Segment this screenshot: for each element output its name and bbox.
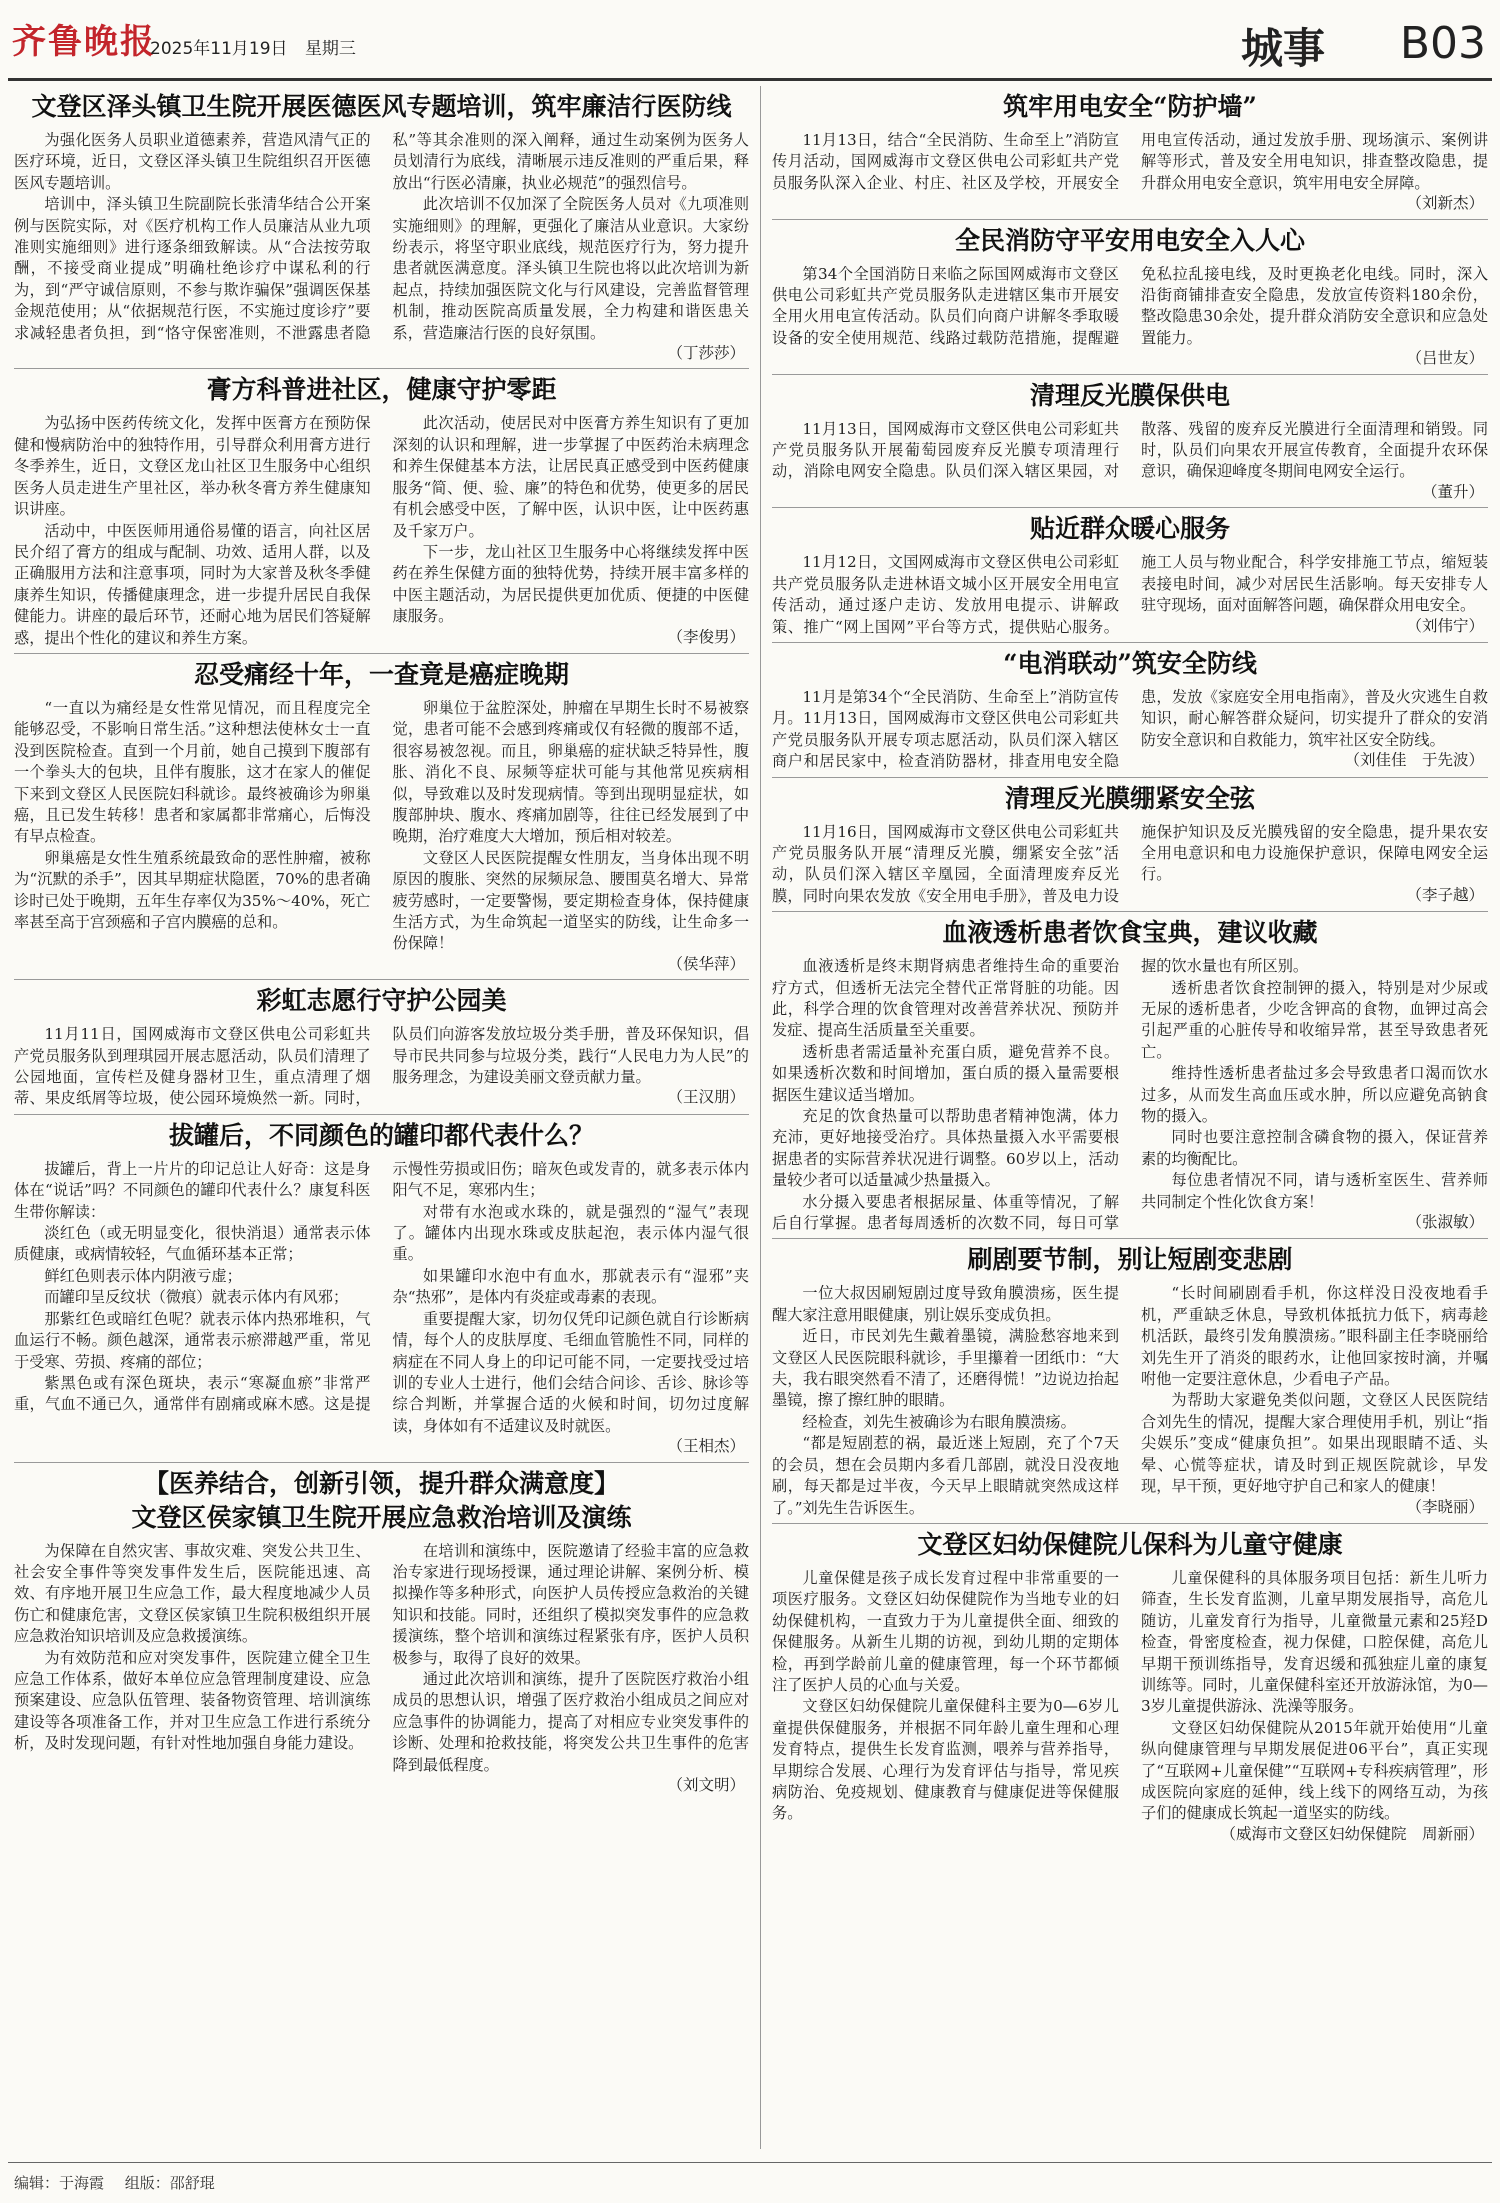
article-paragraph: 每位患者情况不同，请与透析室医生、营养师共同制定个性化饮食方案！ [1141, 1171, 1488, 1211]
masthead-rule [8, 78, 1492, 81]
article-paragraph: 为强化医务人员职业道德素养，营造风清气正的医疗环境，近日，文登区泽头镇卫生院组织召开医德医风专题培训。 [14, 131, 371, 192]
article-byline: （丁莎莎） [667, 344, 745, 363]
article [772, 778, 1488, 913]
right-column [772, 86, 1488, 2149]
article-paragraph: 拔罐后，背上一片片的印记总让人好奇：这是身体在“说话”吗？不同颜色的罐印代表什么？康复科医生带你解读： [14, 1159, 371, 1221]
article-body [14, 698, 749, 975]
article-body [14, 413, 749, 648]
article-paragraph: 为有效防范和应对突发事件，医院建立健全卫生应急工作体系，做好本单位应急管理制度建设、应急预案建设、应急队伍管理、装备物资管理、培训演练建设等各项准备工作，并对卫生应急工作进行系统分析，及时发现问题，有针对性地加强自身能力建设。 [14, 1648, 371, 1753]
article-body [772, 1568, 1488, 1845]
article-byline: （刘文明） [667, 1776, 745, 1794]
article-paragraph: 文登区人民医院提醒女性朋友，当身体出现不明原因的腹胀、突然的尿频尿急、腰围莫名增大、异常疲劳感时，一定要警惕，要定期检查身体，保持健康生活方式，为生命筑起一道坚实的防线，让生命多一份保障！ [392, 848, 749, 953]
article [772, 375, 1488, 509]
article [772, 508, 1488, 643]
article-paragraph: 淡红色（或无明显变化，很快消退）通常表示体质健康，或病情较轻，气血循环基本正常； [14, 1224, 371, 1264]
article-headline: 刷剧要节制，别让短剧变悲剧 [967, 1245, 1293, 1275]
article-paragraph: 紫黑色或有深色斑块，表示“寒凝血瘀”非常严重，气血不通已久，通常伴有剧痛或麻木感。这是提示慢性劳损或旧伤；暗灰色或发青的，就多表示体内阳气不足，寒邪内生； [14, 1159, 749, 1414]
article-paragraph: 培训中，泽头镇卫生院副院长张清华结合公开案例与医院实际，对《医疗机构工作人员廉洁从业九项准则实施细则》进行逐条细致解读。从“合法按劳取酬，不接受商业提成”明确杜绝诊疗中谋私利的行为，到“严守诚信原则，不参与欺诈骗保”强调医保基金规范使用；从“依据规范行医，不实施过度诊疗”要求减轻患者负担，到“恪守保密准则，不泄露患者隐私”等其余准则的深入阐释，通过生动案例为医务人员划清行为底线，清晰展示违反准则的严重后果，释放出“行医必清廉，执业必规范”的强烈信号。 [14, 131, 749, 342]
article-byline: （刘伟宁） [1406, 616, 1484, 635]
article-paragraph: 文登区妇幼保健院儿童保健科主要为0—6岁儿童提供保健服务，并根据不同年龄儿童生理和心理发育特点，提供生长发育监测，喂养与营养指导，早期综合发展、心理行为发育评估与指导，常见疾病防治、免疫规划、健康教育与健康促进等保健服务。 [772, 1697, 1119, 1823]
article [14, 654, 749, 980]
article [14, 369, 749, 653]
article-headline: 血液透析患者饮食宝典，建议收藏 [942, 918, 1318, 948]
weekday-text: 星期三 [304, 39, 356, 59]
article [772, 912, 1488, 1239]
article-headline: 文登区妇幼保健院儿保科为儿童守健康 [917, 1529, 1343, 1559]
article-byline: （李子越） [1406, 885, 1484, 904]
article-headline: 全民消防守平安用电安全入人心 [954, 225, 1305, 255]
article-paragraph: 经检查，刘先生被确诊为右眼角膜溃疡。 [802, 1412, 1076, 1431]
article-paragraph: 第34个全国消防日来临之际国网威海市文登区供电公司彩虹共产党员服务队走进辖区集市开展安全用火用电宣传活动。队员们向商户讲解冬季取暖设备的安全使用规范、线路过载防范措施，提醒避免私拉乱接电线，及时更换老化电线。同时，深入沿街商铺排查安全隐患，发放宣传资料180余份，整改隐患30余处，提升群众消防安全意识和应急处置能力。 [772, 264, 1488, 347]
article [772, 1239, 1488, 1523]
date-text: 2025年11月19日 [150, 39, 288, 59]
article-paragraph: 同时也要注意控制含磷食物的摄入，保证营养素的均衡配比。 [1141, 1128, 1488, 1168]
article-paragraph: 为保障在自然灾害、事故灾难、突发公共卫生、社会安全事件等突发事件发生后，医院能迅速、高效、有序地开展卫生应急工作，最大程度地减少人员伤亡和健康危害，文登区侯家镇卫生院积极组织开展应急救治知识培训及应急救援演练。 [14, 1541, 371, 1646]
article-paragraph: “长时间刷剧看手机，你这样没日没夜地看手机，严重缺乏休息，导致机体抵抗力低下，病毒趁机活跃，最终引发角膜溃疡。”眼科副主任李晓丽给刘先生开了消炎的眼药水，让他回家按时滴，并嘱咐他一定要注意休息，少看电子产品。 [1141, 1284, 1488, 1389]
article-body [14, 130, 749, 364]
article-paragraph: 一位大叔因刷短剧过度导致角膜溃疡，医生提醒大家注意用眼健康，别让娱乐变成负担。 [772, 1284, 1119, 1324]
article-body [772, 687, 1488, 773]
article-paragraph: 为帮助大家避免类似问题，文登区人民医院结合刘先生的情况，提醒大家合理使用手机，别让“指尖娱乐”变成“健康负担”。如果出现眼睛不适、头晕、心慌等症状，请及时到正规医院就诊，早发现，早干预，更好地守护自己和家人的健康！ [1141, 1391, 1488, 1496]
article-byline: （吕世友） [1406, 349, 1484, 368]
article-paragraph: “都是短剧惹的祸，最近迷上短剧，充了个7天的会员，想在会员期内多看几部剧，就没日没夜地刷，每天都是过半夜，今天早上眼睛就突然成这样了。”刘先生告诉医生。 [772, 1434, 1119, 1517]
article-body [772, 822, 1488, 908]
article-paragraph: 11月13日，国网威海市文登区供电公司彩虹共产党员服务队开展葡萄园废弃反光膜专项清理行动，消除电网安全隐患。队员们深入辖区果园，对散落、残留的废弃反光膜进行全面清理和销毁。同时，队员们向果农开展宣传教育，全面提升农环保意识，确保迎峰度冬期间电网安全运行。 [772, 419, 1488, 481]
article-paragraph: 卵巢癌是女性生殖系统最致命的恶性肿瘤，被称为“沉默的杀手”，因其早期症状隐匿，70%的患者确诊时已处于晚期，五年生存率仅为35%～40%，死亡率甚至高于宫颈癌和子宫内膜癌的总和。 [14, 848, 371, 931]
article-headline: 【医养结合，创新引领，提升群众满意度】 [143, 1468, 619, 1498]
article-paragraph: 此次培训不仅加深了全院医务人员对《九项准则实施细则》的理解，更强化了廉洁从业意识。大家纷纷表示，将坚守职业底线，规范医疗行为，努力提升患者就医满意度。泽头镇卫生院也将以此次培训为新起点，持续加强医院文化与行风建设，完善监督管理机制，推动医院高质量发展，全力构建和谐医患关系，营造廉洁行医的良好氛围。 [392, 195, 749, 342]
article-byline: （侯华萍） [667, 954, 745, 973]
article-paragraph: 那紫红色或暗红色呢？就表示体内热邪堆积，气血运行不畅。颜色越深，通常表示瘀滞越严重，常见于受寒、劳损、疼痛的部位； [14, 1309, 371, 1371]
article-paragraph: 近日，市民刘先生戴着墨镜，满脸愁容地来到文登区人民医院眼科就诊，手里攥着一团纸巾：“大夫，我右眼突然看不清了，还磨得慌！”边说边抬起墨镜，擦了擦红肿的眼睛。 [772, 1327, 1119, 1410]
article-body [14, 1159, 749, 1458]
article [14, 86, 749, 369]
article-headline: 文登区泽头镇卫生院开展医德医风专题培训，筑牢廉洁行医防线 [31, 92, 732, 121]
article-paragraph: 儿童保健是孩子成长发育过程中非常重要的一项医疗服务。文登区妇幼保健院作为当地专业的妇幼保健机构，一直致力于为儿童提供全面、细致的保健服务。从新生儿期的访视，到幼儿期的定期体检，再到学龄前儿童的健康管理，每一个环节都倾注了医护人员的心血与关爱。 [772, 1568, 1119, 1694]
article-body [14, 1024, 749, 1110]
article-paragraph: 在培训和演练中，医院邀请了经验丰富的应急救治专家进行现场授课，通过理论讲解、案例分析、模拟操作等多种形式，向医护人员传授应急救治的关键知识和技能。同时，还组织了模拟突发事件的应急救援演练，整个培训和演练过程紧张有序，医护人员积极参与，取得了良好的效果。 [392, 1541, 749, 1667]
article-body [772, 130, 1488, 215]
newspaper-logo: 齐鲁晚报 [12, 22, 156, 62]
article-headline: 拔罐后，不同颜色的罐印都代表什么？ [168, 1120, 594, 1150]
article-byline: （张淑敏） [1406, 1213, 1484, 1232]
article [772, 643, 1488, 778]
issue-date [150, 34, 368, 59]
article-body [772, 956, 1488, 1234]
article-body [14, 1541, 749, 1797]
footer-rule [8, 2162, 1492, 2163]
article-byline: （王相杰） [667, 1437, 745, 1456]
article [772, 1524, 1488, 1849]
layout-credit: 组版：邵舒琨 [124, 2174, 215, 2192]
article-paragraph: 对带有水泡或水珠的，就是强烈的“湿气”表现了。罐体内出现水珠或皮肤起泡，表示体内湿气很重。 [392, 1202, 749, 1264]
article-paragraph: 文登区妇幼保健院从2015年就开始使用“儿童纵向健康管理与早期发展促进06平台”，真正实现了“互联网+儿童保健”“互联网+专科疾病管理”，形成医院向家庭的延伸，线上线下的网络互动，为孩子们的健康成长筑起一道坚实的防线。 [1141, 1718, 1488, 1823]
article-paragraph: 血液透析是终末期肾病患者维持生命的重要治疗方式，但透析无法完全替代正常肾脏的功能。因此，科学合理的饮食管理对改善营养状况、预防并发症、提高生活质量至关重要。 [772, 957, 1119, 1040]
section-title: 城事 [1240, 24, 1325, 73]
article-body [772, 264, 1488, 370]
article-body [772, 1283, 1488, 1518]
article-headline: 清理反光膜保供电 [1029, 380, 1230, 410]
article-headline: 膏方科普进社区，健康守护零距 [206, 375, 557, 405]
article-subheadline: 文登区侯家镇卫生院开展应急救治培训及演练 [131, 1502, 632, 1532]
article-paragraph: 11月11日，国网威海市文登区供电公司彩虹共产党员服务队到理琪园开展志愿活动，队员们清理了公园地面，宣传栏及健身器材卫生，重点清理了烟蒂、果皮纸屑等垃圾，使公园环境焕然一新。同时，队员们向游客发放垃圾分类手册，普及环保知识，倡导市民共同参与垃圾分类，践行“人民电力为人民”的服务理念，为建设美丽文登贡献力量。 [14, 1025, 749, 1108]
article [14, 1115, 749, 1463]
article-paragraph: 水分摄入要患者根据尿量、体重等情况，了解后自行掌握。患者每周透析的次数不同，每日可掌握的饮水量也有所区别。 [772, 957, 1309, 1233]
article [772, 220, 1488, 375]
article-paragraph: 下一步，龙山社区卫生服务中心将继续发挥中医药在养生保健方面的独特优势，持续开展丰富多样的中医主题活动，为居民提供更加优质、便捷的中医健康服务。 [392, 542, 749, 626]
article-byline: （刘新杰） [1406, 194, 1484, 213]
article-paragraph: 通过此次培训和演练，提升了医院医疗救治小组成员的思想认识，增强了医疗救治小组成员之间应对应急事件的协调能力，提高了对相应专业突发事件的诊断、处理和抢救技能，将突发公共卫生事件的危害降到最低程度。 [392, 1669, 749, 1774]
article-paragraph: 而罐印呈反纹状（微痕）就表示体内有风邪； [44, 1288, 349, 1307]
column-divider [760, 86, 761, 2149]
article-byline: （刘佳佳 于先波） [1344, 751, 1484, 770]
article-paragraph: 透析患者需适量补充蛋白质，避免营养不良。如果透析次数和时间增加，蛋白质的摄入量需要根据医生建议适当增加。 [772, 1042, 1119, 1104]
article-paragraph: 维持性透析患者盐过多会导致患者口渴而饮水过多，从而发生高血压或水肿，所以应避免高钠食物的摄入。 [1141, 1064, 1488, 1125]
article-body [772, 552, 1488, 638]
article-body [772, 419, 1488, 504]
editor-credit: 编辑：于海霞 [14, 2174, 105, 2192]
article-byline: （李俊男） [667, 627, 745, 646]
article-paragraph: 儿童保健科的具体服务项目包括：新生儿听力筛查，生长发育监测，儿童早期发展指导，高危儿随访，儿童发育行为指导，儿童微量元素和25羟D检查，骨密度检查，视力保健，口腔保健，高危儿早期干预训练指导，发育迟缓和孤独症儿童的康复训练等。同时，儿童保健科室还开放游泳馆，为0—3岁儿童提供游泳、洗澡等服务。 [1141, 1568, 1488, 1716]
article-paragraph: 重要提醒大家，切勿仅凭印记颜色就自行诊断病情，每个人的皮肤厚度、毛细血管脆性不同，同样的病症在不同人身上的印记可能不同，一定要找受过培训的专业人士进行，他们会结合问诊、舌诊、脉诊等综合判断，并掌握合适的火候和时间，切勿过度解读，身体如有不适建议及时就医。 [392, 1309, 749, 1435]
page-number: B03 [1399, 18, 1486, 69]
article-paragraph: 如果罐印水泡中有血水，那就表示有“湿邪”夹杂“热邪”，是体内有炎症或毒素的表现。 [392, 1266, 749, 1307]
article-byline: （李晓丽） [1406, 1497, 1484, 1516]
article-byline: （王汉朋） [667, 1088, 745, 1107]
article-paragraph: 鲜红色则表示体内阴液亏虚； [44, 1266, 242, 1285]
article-paragraph: 11月16日，国网威海市文登区供电公司彩虹共产党员服务队开展“清理反光膜，绷紧安全弦”活动，队员们深入辖区辛凰园，全面清理废弃反光膜，同时向果农发放《安全用电手册》，普及电力设施保护知识及反光膜残留的安全隐患，提升果农安全用电意识和电力设施保护意识，保障电网安全运行。 [772, 822, 1488, 905]
article-byline: （董升） [1421, 482, 1484, 501]
article-paragraph: “一直以为痛经是女性常见情况，而且程度完全能够忍受，不影响日常生活。”这种想法使林女士一直没到医院检查。直到一个月前，她自己摸到下腹部有一个拳头大的包块，且伴有腹胀，这才在家人的催促下来到文登区人民医院妇科就诊。最终被确诊为卵巢癌，且已发生转移！患者和家属都非常痛心，后悔没有早点检查。 [14, 698, 371, 846]
article-headline: 清理反光膜绷紧安全弦 [1004, 783, 1255, 813]
article-paragraph: 充足的饮食热量可以帮助患者精神饱满，体力充沛，更好地接受治疗。具体热量摄入水平需要根据患者的实际营养状况进行调整。60岁以上，活动量较少者可以适量减少热量摄入。 [772, 1107, 1119, 1190]
article-paragraph: 透析患者饮食控制钾的摄入，特别是对少尿或无尿的透析患者，少吃含钾高的食物，血钾过高会引起严重的心脏传导和收缩异常，甚至导致患者死亡。 [1141, 978, 1488, 1061]
article [14, 980, 749, 1115]
left-column [14, 86, 749, 2149]
article-paragraph: 11月12日，文国网威海市文登区供电公司彩虹共产党员服务队走进林语文城小区开展安全用电宣传活动，通过逐户走访、发放用电提示、讲解政策、推广“网上国网”平台等方式，提供贴心服务。施工人员与物业配合，科学安排施工节点，缩短装表接电时间，减少对居民生活影响。每天安排专人驻守现场，面对面解答问题，确保群众用电安全。 [772, 553, 1488, 636]
article-paragraph: 此次活动，使居民对中医膏方养生知识有了更加深刻的认识和理解，进一步掌握了中医药治未病理念和养生保健基本方法，让居民真正感受到中医药健康服务“简、便、验、廉”的特色和优势，使更多的居民有机会感受中医，了解中医，认识中医，让中医药惠及千家万户。 [392, 414, 749, 540]
article [14, 1463, 749, 1801]
article [772, 86, 1488, 220]
article-paragraph: 为弘扬中医药传统文化，发挥中医膏方在预防保健和慢病防治中的独特作用，引导群众利用膏方进行冬季养生，近日，文登区龙山社区卫生服务中心组织医务人员走进生产里社区，举办秋冬膏方养生健康知识讲座。 [14, 414, 371, 519]
article-paragraph: 11月是第34个“全民消防、生命至上”消防宣传月。11月13日，国网威海市文登区供电公司彩虹共产党员服务队开展专项志愿活动，队员们深入辖区商户和居民家中，检查消防器材，排查用电安全隐患，发放《家庭安全用电指南》，普及火灾逃生自救知识，耐心解答群众疑问，切实提升了群众的安消防安全意识和自救能力，筑牢社区安全防线。 [772, 687, 1488, 771]
article-headline: “电消联动”筑安全防线 [1003, 648, 1257, 678]
article-paragraph: 11月13日，结合“全民消防、生命至上”消防宣传月活动，国网威海市文登区供电公司彩虹共产党员服务队深入企业、村庄、社区及学校，开展安全用电宣传活动，通过发放手册、现场演示、案例讲解等形式，普及安全用电知识，排查整改隐患，提升群众用电安全意识，筑牢用电安全屏障。 [772, 131, 1488, 192]
article-headline: 忍受痛经十年，一查竟是癌症晚期 [193, 659, 569, 689]
page-footer [14, 2172, 231, 2193]
article-paragraph: 活动中，中医医师用通俗易懂的语言，向社区居民介绍了膏方的组成与配制、功效、适用人群，以及正确服用方法和注意事项，同时为大家普及秋冬季健康养生知识，传播健康理念，进一步提升居民自我保健能力。讲座的最后环节，还耐心地为居民们答疑解惑，提出个性化的建议和养生方案。 [14, 521, 371, 647]
article-headline: 贴近群众暖心服务 [1029, 514, 1230, 544]
article-byline: （威海市文登区妇幼保健院 周新丽） [1220, 1824, 1484, 1843]
article-headline: 彩虹志愿行守护公园美 [256, 986, 507, 1016]
article-headline: 筑牢用电安全“防护墙” [1003, 92, 1257, 121]
article-paragraph: 卵巢位于盆腔深处，肿瘤在早期生长时不易被察觉，患者可能不会感到疼痛或仅有轻微的腹部不适，很容易被忽视。而且，卵巢癌的症状缺乏特异性，腹胀、消化不良、尿频等症状可能与其他常见疾病相似，导致难以及时发现病情。等到出现明显症状，如腹部肿块、腹水、疼痛加剧等，往往已经发展到了中晚期，治疗难度大大增加，预后相对较差。 [392, 698, 749, 846]
